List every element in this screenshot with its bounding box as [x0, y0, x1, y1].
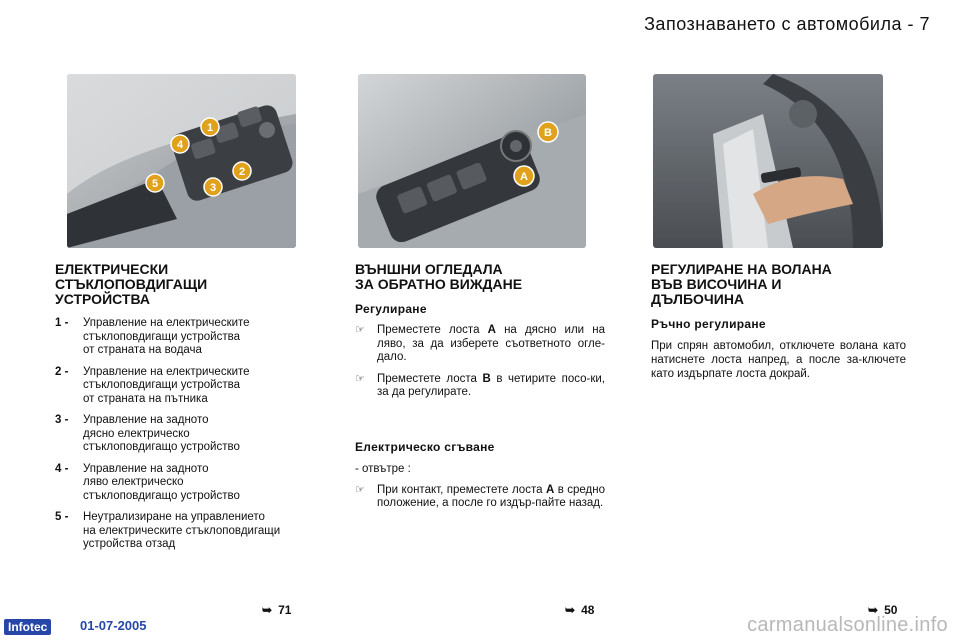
- page-ref-icon: ➥: [262, 603, 273, 617]
- list-item: [55, 414, 315, 455]
- page-ref-icon: ➥: [565, 603, 576, 617]
- marker-b: B: [544, 127, 552, 139]
- power-windows-title: ЕЛЕКТРИЧЕСКИ СТЪКЛОПОВДИГАЩИ УСТРОЙСТВА: [55, 261, 208, 307]
- item-number: 3 -: [55, 414, 69, 426]
- steering-adjust-photo: [653, 74, 883, 248]
- marker-4: 4: [176, 139, 184, 151]
- page-ref-icon: ➥: [868, 603, 879, 617]
- item-text: Управление на електрическите стъклоповдигащи устройства от страната на пътника: [83, 365, 250, 405]
- manual-adjust-subheading: Ръчно регулиране: [651, 317, 766, 331]
- item-text: Преместете лоста B в четирите посо-ки, за да регулирате.: [377, 372, 605, 398]
- folding-subheading: Електрическо сгъване: [355, 439, 495, 454]
- item-text: Неутрализиране на управлението на електрическите стъклоповдигащи устройства отзад: [83, 511, 281, 550]
- page-title: Запознаването с автомобила - 7: [644, 14, 930, 34]
- power-windows-section: [55, 262, 315, 560]
- watermark: carmanualsonline.info: [747, 614, 948, 636]
- pointing-hand-icon: ☞: [355, 483, 365, 496]
- mirror-control-photo: [358, 74, 586, 248]
- inside-label: - отвътре :: [355, 462, 411, 475]
- pointing-hand-icon: ☞: [355, 372, 365, 385]
- steering-section: [651, 262, 906, 381]
- marker-1: 1: [206, 122, 214, 134]
- item-number: 1 -: [55, 317, 69, 329]
- list-item: [355, 373, 605, 400]
- mirrors-section: [355, 262, 605, 519]
- footer-date: 01-07-2005: [80, 618, 147, 633]
- page-ref-link[interactable]: ➥ 71: [262, 603, 292, 617]
- item-text: Управление на задното ляво електрическо стъклоповдигащо устройство: [83, 462, 240, 502]
- marker-a: A: [520, 171, 528, 183]
- item-number: 2 -: [55, 365, 69, 378]
- pointing-hand-icon: ☞: [355, 324, 365, 336]
- steering-instructions: При спрян автомобил, отключете волана като натиснете лоста напред, а после за-ключете като издърпате лоста докрай.: [651, 340, 906, 380]
- mirrors-title: ВЪНШНИ ОГЛЕДАЛА ЗА ОБРАТНО ВИЖДАНЕ: [355, 261, 523, 292]
- adjustment-subheading: Регулиране: [355, 302, 427, 316]
- item-number: 5 -: [55, 511, 69, 523]
- marker-3: 3: [209, 182, 217, 194]
- page-ref-link[interactable]: ➥ 48: [565, 603, 595, 617]
- marker-2: 2: [238, 166, 246, 178]
- page-ref-link[interactable]: ➥ 50: [868, 603, 898, 617]
- infotec-logo: Infotec: [4, 619, 51, 635]
- window-switch-photo: [67, 74, 296, 248]
- item-text: Управление на задното дясно електрическо стъклоповдигащо устройство: [83, 414, 240, 453]
- list-item: [55, 317, 315, 358]
- list-item: [355, 324, 605, 365]
- item-text: Управление на електрическите стъклоповдигащи устройства от страната на водача: [83, 317, 250, 356]
- marker-5: 5: [151, 178, 159, 190]
- item-number: 4 -: [55, 462, 69, 475]
- list-item: [355, 484, 605, 511]
- item-text: При контакт, преместете лоста A в средно положение, а после го издър-пайте назад.: [377, 483, 605, 509]
- steering-title: РЕГУЛИРАНЕ НА ВОЛАНА ВЪВ ВИСОЧИНА И ДЪЛБОЧИНА: [651, 261, 832, 307]
- item-text: Преместете лоста A на дясно или на ляво, за да изберете съответното огле-дало.: [377, 324, 605, 363]
- list-item: [55, 366, 315, 407]
- list-item: [55, 511, 315, 552]
- list-item: [55, 463, 315, 504]
